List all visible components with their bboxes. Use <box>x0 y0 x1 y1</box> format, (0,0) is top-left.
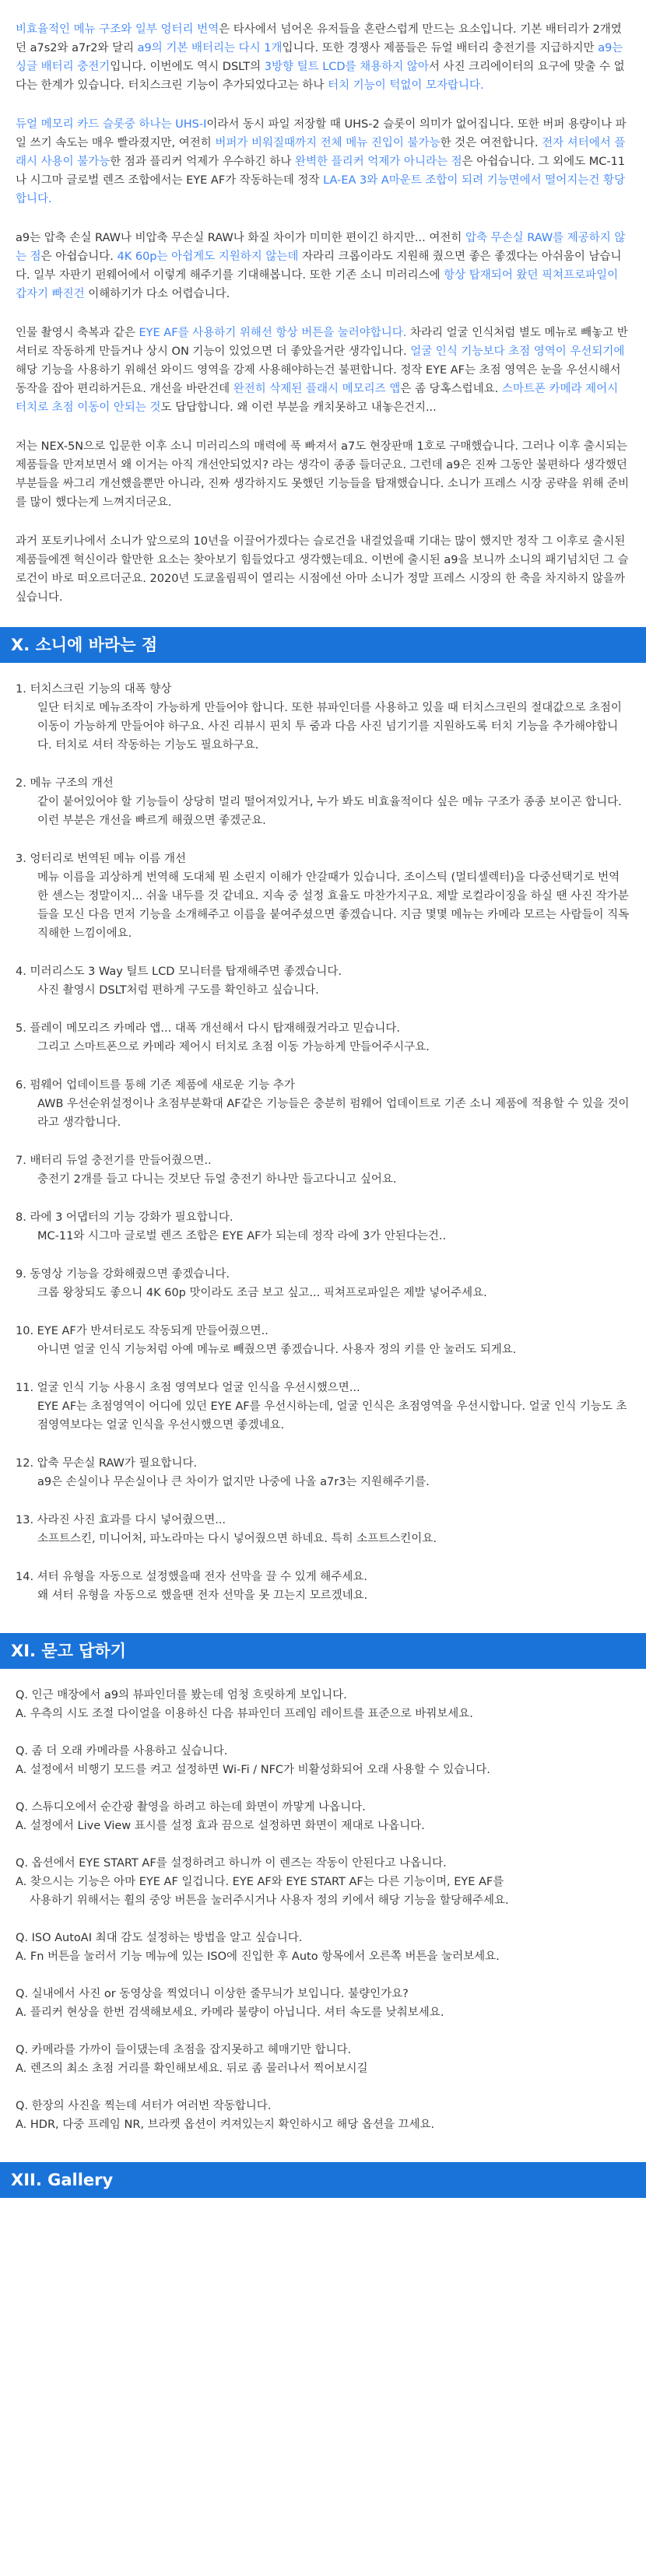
section-header-qa: XI. 묻고 답하기 <box>0 1633 646 1669</box>
question: Q. 스튜디오에서 순간광 촬영을 하려고 하는데 화면이 까맣게 나옵니다. <box>16 1801 366 1814</box>
highlighted-text: 완벽한 플리커 억제가 아니라는 점 <box>295 156 462 168</box>
qa-item <box>16 1854 630 1910</box>
list-item <box>16 1322 630 1359</box>
highlighted-text: 4K 60p는 아쉽게도 지원하지 않는데 <box>117 251 299 263</box>
highlighted-text: 비효율적인 메뉴 구조와 일부 엉터리 번역 <box>16 23 219 36</box>
qa-item <box>16 1985 630 2022</box>
list-item-body: a9은 손실이나 무손실이나 큰 차이가 없지만 나중에 나올 a7r3는 지원해주기를. <box>37 1476 430 1488</box>
answer: A. 우측의 시도 조절 다이얼을 이용하신 다음 뷰파인더 프레임 레이트를 표준으로 바꿔보세요. <box>16 1708 473 1720</box>
qa-item <box>16 1686 630 1723</box>
answer: A. 찾으시는 기능은 아마 EYE AF 일겁니다. EYE AF와 EYE START AF는 다른 기능이며, EYE AF를 <box>16 1876 504 1888</box>
list-item <box>16 1151 630 1189</box>
paragraph-text: 도 답답합니다. 왜 이런 부분을 캐치못하고 내놓은건지... <box>160 401 437 414</box>
highlighted-text: 압축 무손실 RAW를 제공하지 않는 점 <box>16 232 626 263</box>
highlighted-text: 항상 탑재되어 왔던 픽쳐프로파일이 갑자기 빠진건 <box>16 269 619 300</box>
qa-item <box>16 1742 630 1779</box>
list-item <box>16 774 630 830</box>
answer: A. 설정에서 Live View 표시를 설정 효과 끔으로 설정하면 화면이 제대로 나옵니다. <box>16 1820 425 1832</box>
qa-item <box>16 2041 630 2078</box>
paragraph-text: a9는 압축 손실 RAW나 비압축 무손실 RAW나 화질 차이가 미미한 편이긴 하지만... 여전히 <box>16 232 465 244</box>
intro-section <box>0 0 646 607</box>
list-item <box>16 1076 630 1132</box>
highlighted-text: 전자 셔터에서 플래시 사용이 불가능 <box>16 137 626 168</box>
list-item <box>16 850 630 943</box>
question: Q. 카메라를 가까이 들이댔는데 초점을 잡지못하고 헤매기만 합니다. <box>16 2044 352 2056</box>
list-item <box>16 1265 630 1302</box>
paragraph-text: 입니다. 또한 경쟁사 제품들은 듀얼 배터리 충전기를 지급하지만 <box>282 42 599 54</box>
list-item-title: 14. 셔터 유형을 자동으로 설정했을때 전자 선막을 끌 수 있게 해주세요. <box>16 1571 367 1583</box>
paragraph-text: 인물 촬영시 축복과 같은 <box>16 327 139 339</box>
list-item-title: 10. EYE AF가 반셔터로도 작동되게 만들어줬으면.. <box>16 1325 269 1337</box>
paragraph-text: 이라서 동시 파일 저장할 때 UHS-2 슬롯이 의미가 없어집니다. 또한 버퍼 용량이나 파일 쓰기 속도는 매우 빨라졌지만, 여전히 <box>16 118 627 149</box>
intro-paragraph-3 <box>16 229 630 303</box>
highlighted-text: a9의 기본 배터리는 다시 1개 <box>137 42 283 54</box>
intro-paragraph-1 <box>16 20 630 95</box>
answer: A. 플리커 현상을 한번 검색해보세요. 카메라 불량이 아닙니다. 셔터 속도를 낮춰보세요. <box>16 2006 444 2019</box>
question: Q. 한장의 사진을 찍는데 셔터가 여러번 작동합니다. <box>16 2100 272 2112</box>
list-item-body: 사진 촬영시 DSLT처럼 편하게 구도를 확인하고 싶습니다. <box>37 984 319 997</box>
list-item-body: 소프트스킨, 미니어처, 파노라마는 다시 넣어줬으면 하네요. 특히 소프트스킨이요. <box>37 1533 437 1545</box>
list-item-title: 6. 펌웨어 업데이트를 통해 기존 제품에 새로운 기능 추가 <box>16 1079 295 1092</box>
answer: A. Fn 버튼을 눌러서 기능 메뉴에 있는 ISO에 진입한 후 Auto 항목에서 오른쪽 버튼을 눌러보세요. <box>16 1950 500 1963</box>
question: Q. 인근 매장에서 a9의 뷰파인더를 봤는데 엄청 흐릿하게 보입니다. <box>16 1689 347 1702</box>
list-item-title: 12. 압축 무손실 RAW가 필요합니다. <box>16 1457 198 1470</box>
question: Q. 실내에서 사진 or 동영상을 찍었더니 이상한 줄무늬가 보입니다. 불량인가요? <box>16 1988 409 2000</box>
list-item <box>16 1208 630 1246</box>
qa-list <box>0 1669 646 2134</box>
paragraph-text: 이해하기가 다소 어렵습니다. <box>84 288 230 300</box>
list-item-title: 2. 메뉴 구조의 개선 <box>16 777 114 790</box>
list-item <box>16 680 630 755</box>
list-item-body: EYE AF는 초점영역이 어디에 있던 EYE AF를 우선시하는데, 얼굴 인식은 초점영역을 우선시합니다. 얼굴 인식 기능도 초점영역보다는 얼굴 인식을 우선시했으면 좋겠네요. <box>37 1400 627 1432</box>
list-item-body: 아니면 얼굴 인식 기능처럼 아예 메뉴로 빼줬으면 좋겠습니다. 사용자 정의 키를 안 눌러도 되게요. <box>37 1344 517 1356</box>
paragraph-text: 은 아쉽습니다. <box>40 251 118 263</box>
list-item-title: 13. 사라진 사진 효과를 다시 넣어줬으면... <box>16 1514 226 1526</box>
intro-paragraph-5 <box>16 437 630 512</box>
question: Q. ISO AutoAI 최대 감도 설정하는 방법을 알고 싶습니다. <box>16 1932 303 1944</box>
wishlist <box>0 663 646 1605</box>
paragraph-text: 은 타사에서 넘어온 유저들을 혼란스럽게 만드는 요소입니다. 기본 배터리가 2개였던 a7s2와 a7r2와 달리 <box>16 23 622 54</box>
qa-item <box>16 1798 630 1835</box>
list-item-body: AWB 우선순위설정이나 초점부분확대 AF같은 기능들은 충분히 펌웨어 업데이트로 기존 소니 제품에 적용할 수 있을 것이라고 생각합니다. <box>37 1098 630 1129</box>
answer: A. 설정에서 비행기 모드를 켜고 설정하면 Wi-Fi / NFC가 비활성화되어 오래 사용할 수 있습니다. <box>16 1764 490 1776</box>
highlighted-text: 스마트폰 카메라 제어시 터치로 초점 이동이 안되는 것 <box>16 383 619 414</box>
paragraph-text: 은 좀 당혹스럽네요. <box>400 383 502 395</box>
question: Q. 좀 더 오래 카메라를 사용하고 싶습니다. <box>16 1745 228 1758</box>
list-item-body: 그리고 스마트폰으로 카메라 제어시 터치로 초점 이동 가능하게 만들어주시구요. <box>37 1041 430 1053</box>
highlighted-text: 얼굴 인식 기능보다 초점 영역이 우선되기에 <box>410 345 625 358</box>
list-item <box>16 962 630 1000</box>
answer-continued: 사용하기 위해서는 휠의 중앙 버튼을 눌러주시거나 사용자 정의 키에서 해당 기능을 할당해주세요. <box>30 1894 509 1907</box>
intro-paragraph-6 <box>16 532 630 607</box>
paragraph-text: 자라리 크롭이라도 지원해 줬으면 좋은 좋겠다는 아쉬움이 남습니다. 일부 자판기 펀웨어에서 이렇게 해주기를 기대해봅니다. 또한 기존 소니 미러리스에 <box>16 251 622 282</box>
list-item <box>16 1379 630 1435</box>
list-item-title: 3. 엉터리로 번역된 메뉴 이름 개선 <box>16 853 186 865</box>
highlighted-text: 터치 기능이 턱없이 모자랍니다. <box>328 79 484 92</box>
qa-item <box>16 1929 630 1966</box>
paragraph-text: 은 아쉽습니다. 그 외에도 MC-11나 시그마 글로벌 렌즈 조합에서는 EYE AF가 작동하는데 정작 <box>16 156 626 187</box>
intro-paragraph-4 <box>16 324 630 417</box>
list-item-body: 크롭 왕창되도 좋으니 4K 60p 맛이라도 조금 보고 싶고... 픽쳐프로파일은 제발 넣어주세요. <box>37 1287 487 1299</box>
paragraph-text: 한 점과 플리커 억제가 우수하긴 하나 <box>110 156 296 168</box>
paragraph-text: 저는 NEX-5N으로 입문한 이후 소니 미러리스의 매력에 푹 빠져서 a7도 현장판매 1호로 구매했습니다. 그러나 이후 출시되는 제품들을 만져보면서 왜 이거는 아직 개선안되었지? 라는 생각이 종종 들더군요. 그런데 a9은 진짜 그동안 불편하다 생각했던 부분들을 싸그리 개선했을뿐만 아니라, 진짜 생각하지도 못했던 기능들을 탑재했습니다. 소니가 프레스 시장 공략을 위해 준비를 많이 했다는게 느껴지더군요. <box>16 440 630 509</box>
list-item <box>16 1019 630 1057</box>
list-item <box>16 1511 630 1548</box>
highlighted-text: LA-EA 3와 A마운트 조합이 되려 기능면에서 떨어지는건 황당합니다. <box>16 174 625 205</box>
list-item-body: 같이 붙어있어야 할 기능들이 상당히 멀리 떨어져있거나, 누가 봐도 비효율적이다 싶은 메뉴 구조가 종종 보이곤 합니다. 이런 부분은 개선을 빠르게 해줬으면 좋겠군요. <box>37 796 622 827</box>
list-item <box>16 1454 630 1491</box>
highlighted-text: 3방향 틸트 LCD를 채용하지 않아 <box>264 61 429 73</box>
highlighted-text: 버퍼가 비워질때까지 전체 메뉴 진입이 불가능 <box>215 137 441 149</box>
list-item-title: 1. 터치스크린 기능의 대폭 향상 <box>16 683 172 696</box>
paragraph-text: 입니다. 이번에도 역시 DSLT의 <box>110 61 265 73</box>
list-item-title: 11. 얼굴 인식 기능 사용시 초점 영역보다 얼굴 인식을 우선시했으면... <box>16 1382 360 1394</box>
paragraph-text: 해당 기능을 사용하기 위해선 와이드 영역을 강제 사용해야하는건 불편합니다. 정작 EYE AF는 초점 영역은 눈을 우선시해서 동작을 잡아 편리하거든요. 개선을 바란건데 <box>16 364 621 395</box>
highlighted-text: EYE AF를 사용하기 위해선 항상 버튼을 눌러야합니다. <box>139 327 407 339</box>
list-item-body: 왜 셔터 유형을 자동으로 했을땐 전자 선막을 못 끄는지 모르겠네요. <box>37 1589 368 1602</box>
qa-item <box>16 2097 630 2134</box>
highlighted-text: a9는 싱글 배터리 충전기 <box>16 42 623 73</box>
list-item-body: 메뉴 이름을 괴상하게 번역해 도대체 뭔 소린지 이해가 안갈때가 있습니다. 조이스틱 (멀티셀렉터)을 다중선택기로 번역한 센스는 정말이지... 쉬울 내두를 것 같네요. 지속 중 설정 효율도 마찬가지구요. 제발 로컬라이징을 하실 땐 사진 작가분들을 모신 다음 먼저 기능을 소개해주고 이름을 붙여주셨으면 좋겠습니다. 지금 몇몇 메뉴는 카메라 모르는 사람들이 직독직해한 느낌이에요. <box>37 871 630 940</box>
paragraph-text: 한 것은 여전합니다. <box>440 137 542 149</box>
list-item-title: 7. 배터리 듀얼 충전기를 만들어줬으면.. <box>16 1155 212 1167</box>
paragraph-text: 서 사진 크리에이터의 요구에 맞출 수 없다는 한계가 있습니다. 터치스크린 기능이 추가되었다고는 하나 <box>16 61 625 92</box>
list-item-title: 8. 라에 3 어댑터의 기능 강화가 필요합니다. <box>16 1211 233 1224</box>
list-item-title: 4. 미러리스도 3 Way 틸트 LCD 모니터를 탑재해주면 좋겠습니다. <box>16 966 342 978</box>
list-item-title: 5. 플레이 메모리즈 카메라 앱... 대폭 개선해서 다시 탑재해줬거라고 믿습니다. <box>16 1022 400 1035</box>
answer: A. 렌즈의 최소 초점 거리를 확인해보세요. 뒤로 좀 물러나서 찍어보시길 <box>16 2063 368 2075</box>
list-item-body: 일단 터치로 메뉴조작이 가능하게 만들어야 합니다. 또한 뷰파인더를 사용하고 있을 때 터치스크린의 절대값으로 초점이 이동이 가능하게 만들어야 하구요. 사진 리뷰시 핀치 투 줌과 다음 사진 넘기기를 지원하도록 터치 기능을 추가해야합니다. 터치로 셔터 작동하는 기능도 필요하구요. <box>37 702 622 752</box>
highlighted-text: 듀얼 메모리 카드 슬롯중 하나는 UHS-I <box>16 118 207 131</box>
section-header-gallery: XII. Gallery <box>0 2162 646 2198</box>
list-item-title: 9. 동영상 기능을 강화해줬으면 좋겠습니다. <box>16 1268 230 1281</box>
list-item <box>16 1568 630 1605</box>
answer: A. HDR, 다중 프레임 NR, 브라켓 옵션이 켜져있는지 확인하시고 해당 옵션을 끄세요. <box>16 2119 435 2131</box>
highlighted-text: 완전히 삭제된 플래시 메모리즈 앱 <box>233 383 401 395</box>
list-item-body: 충전기 2개를 들고 다니는 것보단 듀얼 충전기 하나만 들고다니고 싶어요. <box>37 1173 397 1186</box>
list-item-body: MC-11와 시그마 글로벌 렌즈 조합은 EYE AF가 되는데 정작 라에 3가 안된다는건.. <box>37 1230 447 1242</box>
intro-paragraph-2 <box>16 115 630 209</box>
paragraph-text: 차라리 얼굴 인식처럼 별도 메뉴로 빼놓고 반셔터로 작동하게 만들거나 상시 ON 기능이 있었으면 더 좋았을거란 생각입니다. <box>16 327 628 358</box>
paragraph-text: 과거 포토키나에서 소니가 앞으로의 10년을 이끌어가겠다는 슬로건을 내걸었을때 기대는 많이 했지만 정작 그 이후로 출시된 제품들에겐 혁신이라 할만한 요소는 찾아보기 힘들었다고 생각했는데요. 이번에 출시된 a9을 보니까 소니의 패기넘치던 그 슬로건이 바로 떠오르더군요. 2020년 도쿄올림픽이 열리는 시점에선 아마 소니가 정말 프레스 시장의 한 축을 차지하지 않을까 싶습니다. <box>16 535 629 604</box>
question: Q. 옵션에서 EYE START AF를 설정하려고 하니까 이 렌즈는 작동이 안된다고 나옵니다. <box>16 1857 447 1870</box>
section-header-wishlist: X. 소니에 바라는 점 <box>0 627 646 663</box>
